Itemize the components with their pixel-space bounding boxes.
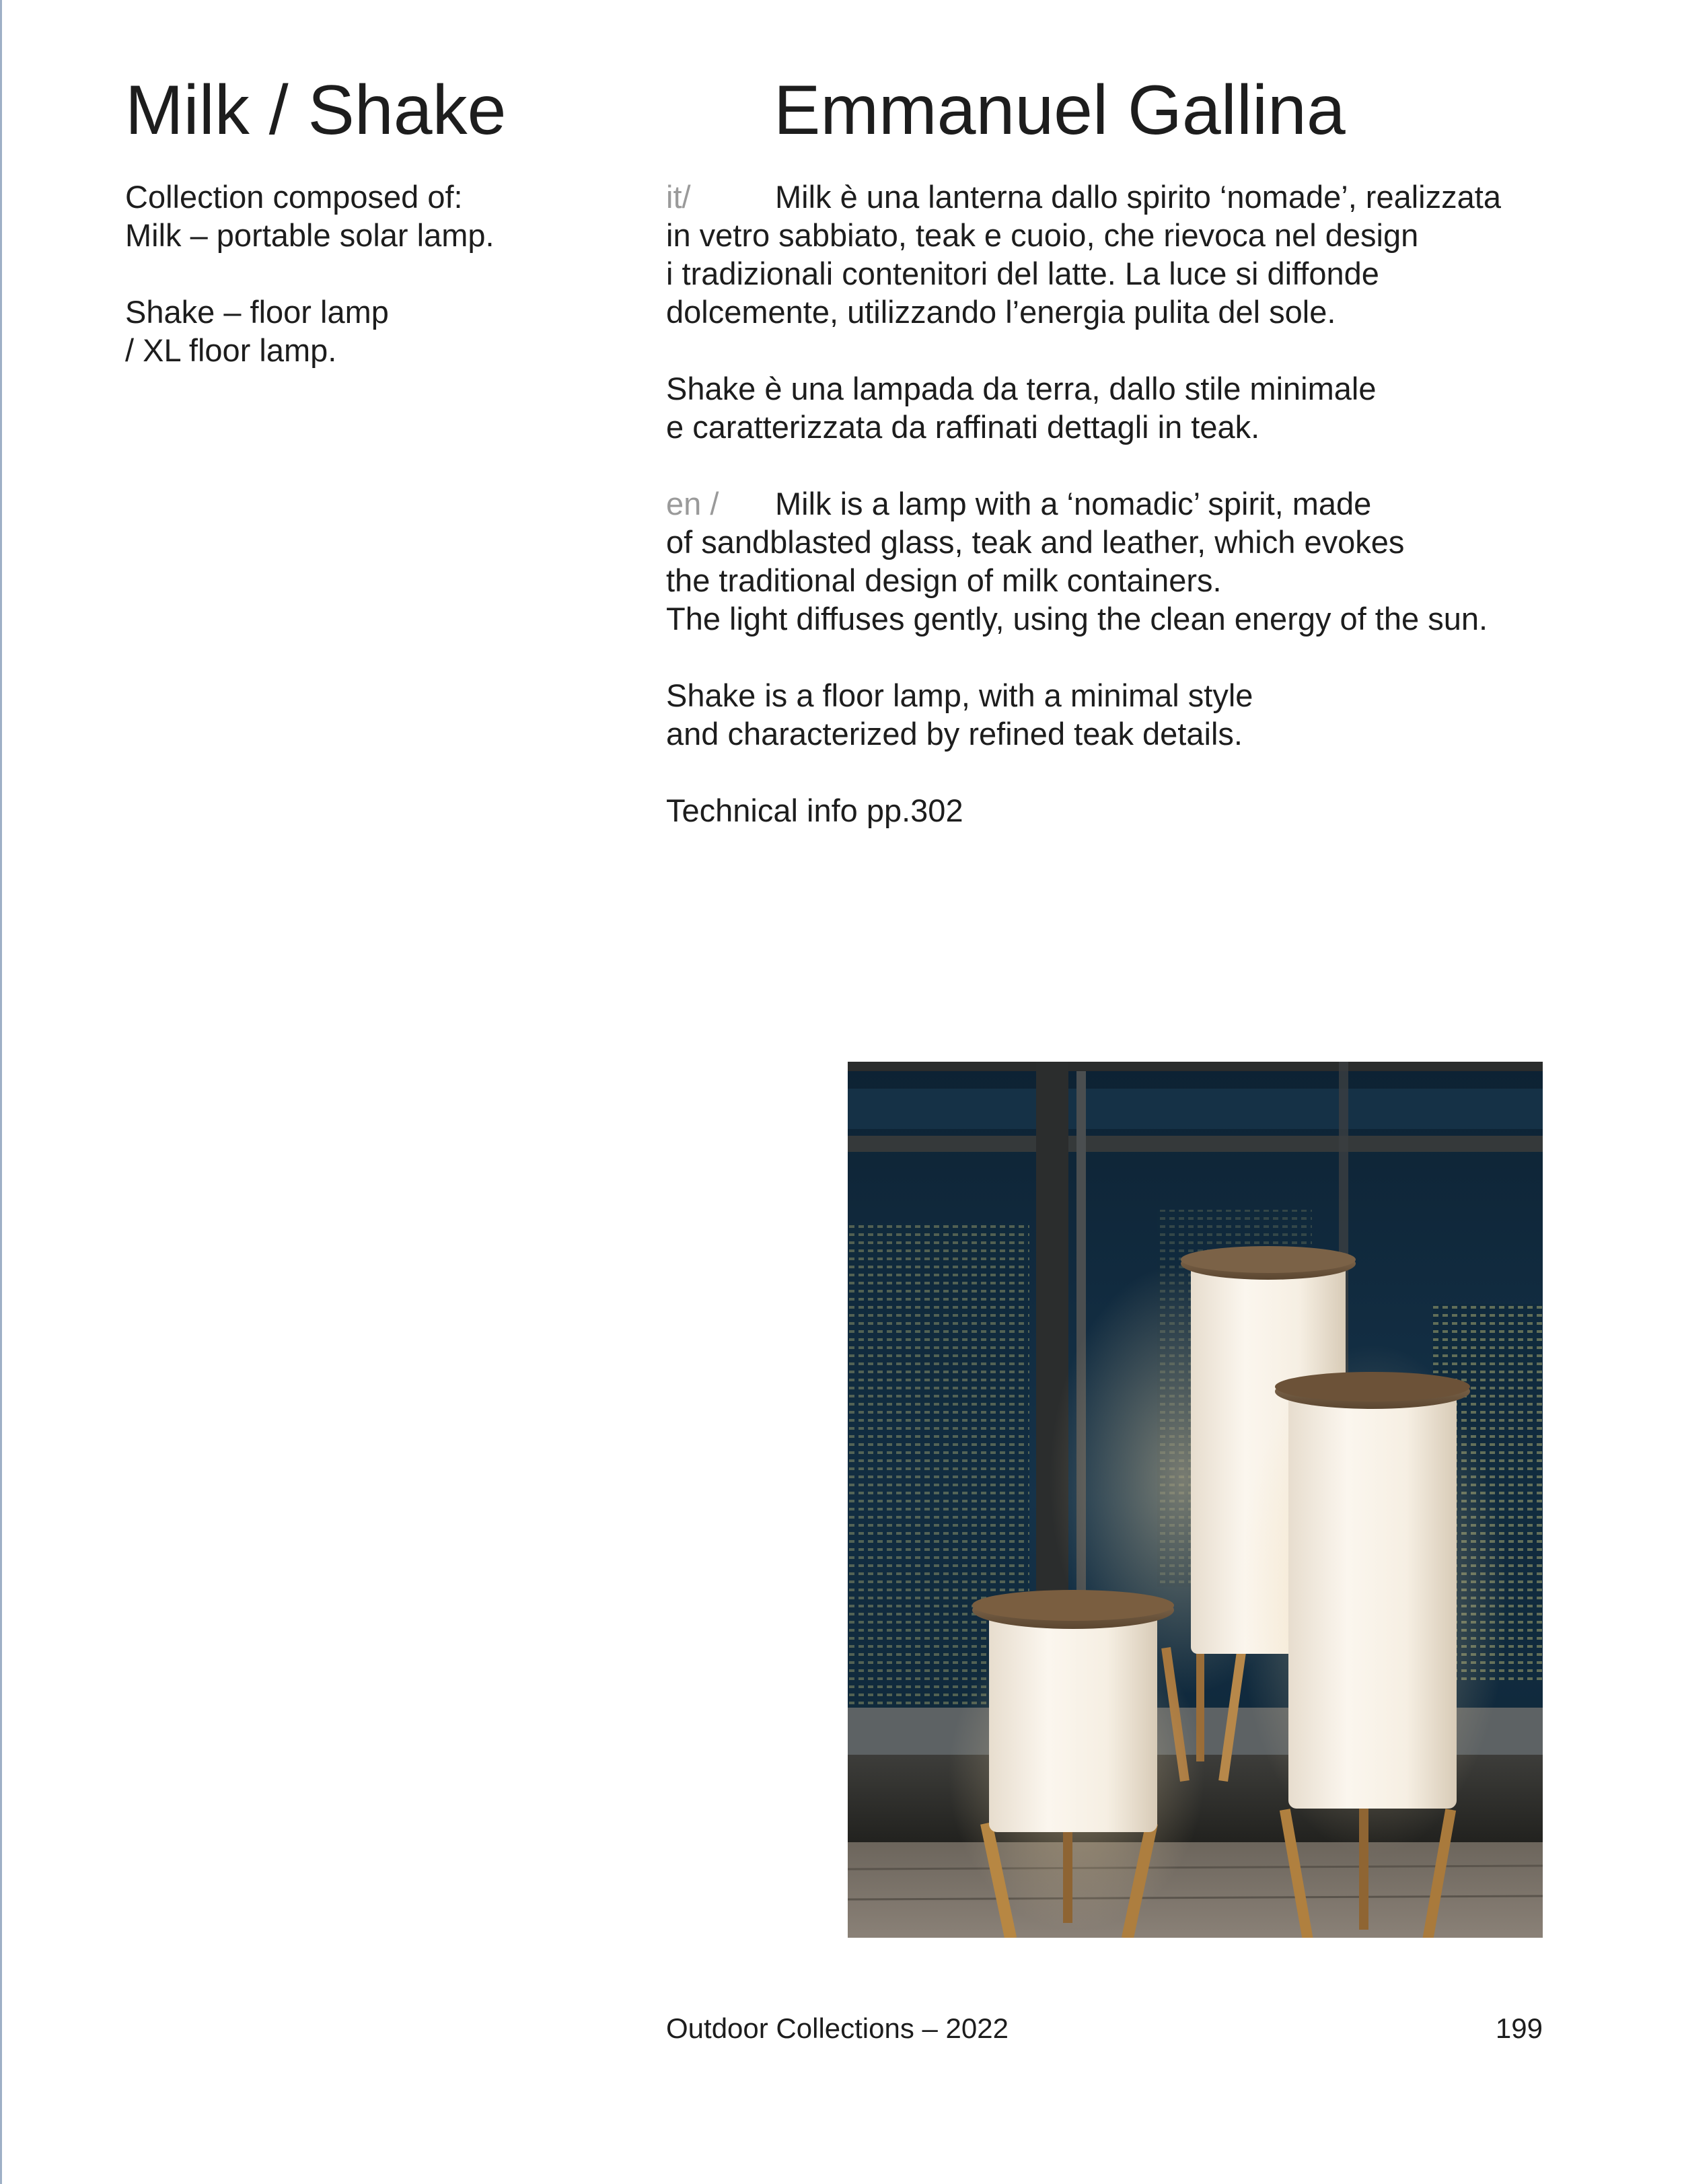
product-photo <box>848 1062 1543 1938</box>
footer-publication: Outdoor Collections – 2022 <box>666 2012 1009 2044</box>
description-english <box>666 484 1568 753</box>
page-number: 199 <box>1495 2012 1543 2044</box>
language-tag-it: it/ <box>666 179 691 215</box>
description-it-line: Milk è una lanterna dallo spirito ‘nomade’, realizzata <box>775 179 1501 215</box>
page-spine-edge <box>0 0 2 2184</box>
description-en-line: and characterized by refined teak details. <box>666 716 1243 752</box>
product-description <box>666 178 1568 830</box>
description-it-line: in vetro sabbiato, teak e cuoio, che rievoca nel design <box>666 217 1419 253</box>
technical-info-reference: Technical info pp.302 <box>666 793 963 828</box>
description-it-line: Shake è una lampada da terra, dallo stile minimale <box>666 371 1377 406</box>
description-it-line: i tradizionali contenitori del latte. La luce si diffonde <box>666 256 1379 291</box>
description-en-line: Milk is a lamp with a ‘nomadic’ spirit, made <box>775 486 1372 521</box>
composition-item-shake-xl: / XL floor lamp. <box>125 332 337 368</box>
description-en-line: Shake is a floor lamp, with a minimal style <box>666 678 1253 713</box>
composition-intro: Collection composed of: <box>125 179 463 215</box>
description-it-line: dolcemente, utilizzando l’energia pulita del sole. <box>666 294 1336 330</box>
composition-item-shake: Shake – floor lamp <box>125 294 389 330</box>
language-tag-en: en / <box>666 486 719 521</box>
description-it-line: e caratterizzata da raffinati dettagli in teak. <box>666 409 1260 445</box>
composition-item-milk: Milk – portable solar lamp. <box>125 217 495 253</box>
description-italian <box>666 178 1568 446</box>
designer-name: Emmanuel Gallina <box>774 71 1346 149</box>
collection-composition <box>125 178 596 369</box>
description-en-line: the traditional design of milk containers. <box>666 562 1222 598</box>
description-en-line: The light diffuses gently, using the clean energy of the sun. <box>666 601 1488 636</box>
collection-title: Milk / Shake <box>125 71 507 149</box>
description-en-line: of sandblasted glass, teak and leather, which evokes <box>666 524 1405 560</box>
